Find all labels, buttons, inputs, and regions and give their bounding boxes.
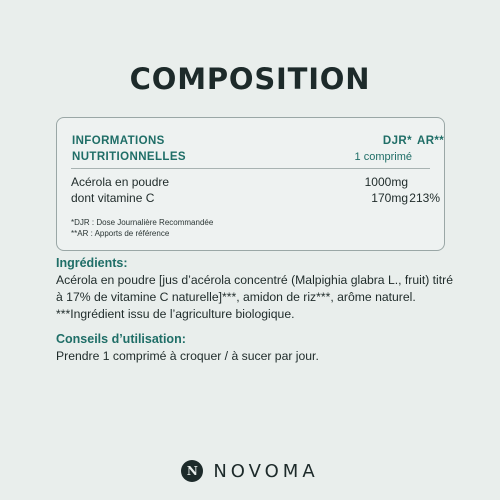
footnote-djr: *DJR : Dose Journalière Recommandée <box>71 218 214 227</box>
nutrition-table <box>56 117 445 251</box>
table-header-ar: AR** <box>417 135 445 147</box>
row-qty: 1000mg <box>364 175 408 189</box>
page-title: COMPOSITION <box>129 62 371 96</box>
table-divider <box>71 168 430 169</box>
brand-logo-icon: N <box>181 460 203 482</box>
usage-text: Prendre 1 comprimé à croquer / à sucer par jour. <box>56 349 319 363</box>
row-name: dont vitamine C <box>71 191 155 205</box>
row-ar: 213% <box>409 191 440 205</box>
table-header-line2: NUTRITIONNELLES <box>72 151 186 163</box>
table-header-djr <box>352 133 412 165</box>
ingredients-label: Ingrédients: <box>56 256 128 270</box>
brand-footer <box>0 460 500 482</box>
djr-sublabel: 1 comprimé <box>354 151 412 163</box>
footnote-ar: **AR : Apports de référence <box>71 229 170 238</box>
row-qty: 170mg <box>371 191 408 205</box>
row-name: Acérola en poudre <box>71 175 170 189</box>
djr-label: DJR* <box>382 135 412 147</box>
table-header-line1: INFORMATIONS <box>72 135 165 147</box>
brand-name: NOVOMA <box>213 460 319 482</box>
usage-label: Conseils d’utilisation: <box>56 332 186 346</box>
ingredients-text: Acérola en poudre [jus d’acérola concentré (Malpighia glabra L., fruit) titré à 17% de vitamine C naturelle]***, amidon de riz***, arôme naturel. ***Ingrédient issu de l’agriculture biologique. <box>56 273 453 321</box>
table-header-info <box>72 133 186 165</box>
